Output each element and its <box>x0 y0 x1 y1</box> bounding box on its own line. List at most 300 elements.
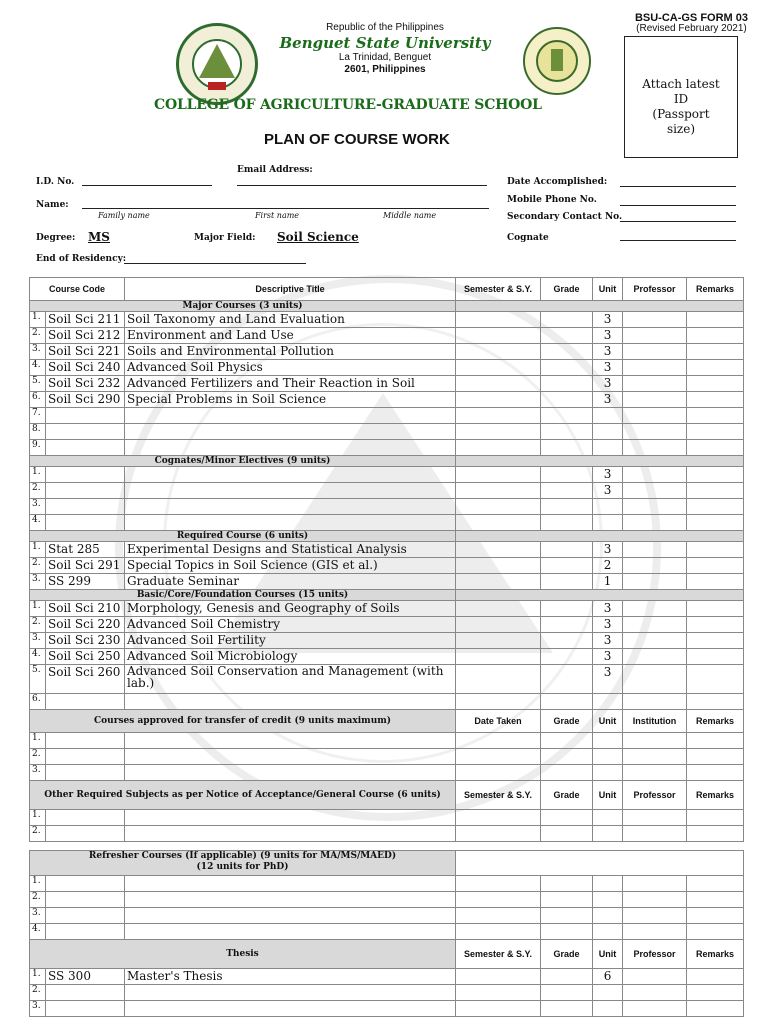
secondary-label: Secondary Contact No. <box>507 212 623 222</box>
descriptive-title-cell[interactable] <box>125 765 456 781</box>
course-code-cell[interactable] <box>46 483 125 499</box>
semester-cell[interactable] <box>456 574 541 590</box>
unit-cell[interactable]: 3 <box>593 633 623 649</box>
professor-cell[interactable] <box>623 601 687 617</box>
course-code-cell[interactable] <box>46 876 125 892</box>
semester-cell[interactable] <box>456 633 541 649</box>
course-code-cell[interactable] <box>46 467 125 483</box>
unit-cell[interactable]: 3 <box>593 344 623 360</box>
semester-cell[interactable] <box>456 558 541 574</box>
unit-cell[interactable]: 1 <box>593 574 623 590</box>
remarks-cell[interactable] <box>687 649 744 665</box>
remarks-cell[interactable] <box>687 892 744 908</box>
remarks-cell[interactable] <box>687 969 744 985</box>
remarks-cell[interactable] <box>687 483 744 499</box>
table-header-row <box>30 278 744 301</box>
table-row <box>30 499 744 515</box>
semester-cell[interactable] <box>456 312 541 328</box>
descriptive-title-cell[interactable] <box>125 876 456 892</box>
course-code-cell[interactable] <box>46 892 125 908</box>
unit-cell[interactable] <box>593 749 623 765</box>
unit-cell[interactable] <box>593 440 623 456</box>
semester-cell[interactable] <box>456 542 541 558</box>
grade-cell[interactable] <box>541 985 593 1001</box>
semester-cell[interactable] <box>456 826 541 842</box>
degree-label: Degree: <box>36 233 76 243</box>
professor-cell[interactable] <box>623 483 687 499</box>
course-code-cell[interactable] <box>46 765 125 781</box>
professor-cell[interactable] <box>623 924 687 940</box>
grade-cell[interactable] <box>541 344 593 360</box>
remarks-cell[interactable] <box>687 810 744 826</box>
transfer-section-title: Courses approved for transfer of credit (9 units maximum) <box>30 710 456 733</box>
row-number: 1. <box>30 810 46 826</box>
remarks-cell[interactable] <box>687 360 744 376</box>
semester-cell[interactable] <box>456 440 541 456</box>
course-code-cell[interactable]: Soil Sci 220 <box>46 617 125 633</box>
grade-cell[interactable] <box>541 826 593 842</box>
grade-cell[interactable] <box>541 649 593 665</box>
descriptive-title-cell[interactable]: Advanced Soil Microbiology <box>125 649 456 665</box>
unit-cell[interactable] <box>593 424 623 440</box>
descriptive-title-cell[interactable]: Environment and Land Use <box>125 328 456 344</box>
professor-cell[interactable] <box>623 467 687 483</box>
course-code-cell[interactable] <box>46 985 125 1001</box>
remarks-cell[interactable] <box>687 312 744 328</box>
unit-cell[interactable]: 3 <box>593 542 623 558</box>
professor-cell[interactable] <box>623 810 687 826</box>
remarks-cell[interactable] <box>687 876 744 892</box>
cognate-label: Cognate <box>507 233 549 243</box>
table-row <box>30 765 744 781</box>
professor-cell[interactable] <box>623 376 687 392</box>
course-code-cell[interactable]: SS 299 <box>46 574 125 590</box>
table-row <box>30 876 744 892</box>
col-transfer-remarks: Remarks <box>687 710 744 733</box>
course-code-cell[interactable]: Soil Sci 221 <box>46 344 125 360</box>
col-professor: Professor <box>623 278 687 301</box>
unit-cell[interactable] <box>593 694 623 710</box>
professor-cell[interactable] <box>623 424 687 440</box>
descriptive-title-cell[interactable]: Advanced Soil Conservation and Management (with lab.) <box>125 665 456 694</box>
college-title: COLLEGE OF AGRICULTURE-GRADUATE SCHOOL <box>154 97 542 113</box>
unit-cell[interactable] <box>593 892 623 908</box>
descriptive-title-cell[interactable] <box>125 924 456 940</box>
unit-cell[interactable]: 3 <box>593 483 623 499</box>
unit-cell[interactable]: 3 <box>593 376 623 392</box>
unit-cell[interactable] <box>593 499 623 515</box>
semester-cell[interactable] <box>456 908 541 924</box>
grade-cell[interactable] <box>541 810 593 826</box>
descriptive-title-cell[interactable] <box>125 826 456 842</box>
required-section-title: Required Course (6 units) <box>30 531 456 542</box>
semester-cell[interactable] <box>456 665 541 694</box>
professor-cell[interactable] <box>623 344 687 360</box>
row-number: 1. <box>30 312 46 328</box>
descriptive-title-cell[interactable] <box>125 467 456 483</box>
descriptive-title-cell[interactable]: Advanced Fertilizers and Their Reaction in Soil <box>125 376 456 392</box>
remarks-cell[interactable] <box>687 617 744 633</box>
grade-cell[interactable] <box>541 424 593 440</box>
course-code-cell[interactable] <box>46 749 125 765</box>
degree-value[interactable]: MS <box>88 230 110 244</box>
unit-cell[interactable]: 3 <box>593 617 623 633</box>
grade-cell[interactable] <box>541 360 593 376</box>
semester-cell[interactable] <box>456 810 541 826</box>
semester-cell[interactable] <box>456 765 541 781</box>
descriptive-title-cell[interactable]: Soil Taxonomy and Land Evaluation <box>125 312 456 328</box>
email-field[interactable] <box>237 185 487 186</box>
descriptive-title-cell[interactable]: Advanced Soil Fertility <box>125 633 456 649</box>
professor-cell[interactable] <box>623 312 687 328</box>
semester-cell[interactable] <box>456 392 541 408</box>
descriptive-title-cell[interactable] <box>125 892 456 908</box>
course-code-cell[interactable]: Soil Sci 290 <box>46 392 125 408</box>
semester-cell[interactable] <box>456 749 541 765</box>
cognate-field[interactable] <box>620 240 736 241</box>
unit-cell[interactable]: 3 <box>593 360 623 376</box>
descriptive-title-cell[interactable] <box>125 810 456 826</box>
grade-cell[interactable] <box>541 694 593 710</box>
table-row <box>30 826 744 842</box>
grade-cell[interactable] <box>541 765 593 781</box>
professor-cell[interactable] <box>623 360 687 376</box>
unit-cell[interactable] <box>593 810 623 826</box>
descriptive-title-cell[interactable] <box>125 515 456 531</box>
professor-cell[interactable] <box>623 876 687 892</box>
course-code-cell[interactable]: Soil Sci 212 <box>46 328 125 344</box>
descriptive-title-cell[interactable]: Master's Thesis <box>125 969 456 985</box>
row-number: 2. <box>30 328 46 344</box>
name-field[interactable] <box>82 208 489 209</box>
grade-cell[interactable] <box>541 574 593 590</box>
descriptive-title-cell[interactable] <box>125 440 456 456</box>
cognate-section-title: Cognates/Minor Electives (9 units) <box>30 456 456 467</box>
basic-section-title: Basic/Core/Foundation Courses (15 units) <box>30 590 456 601</box>
semester-cell[interactable] <box>456 985 541 1001</box>
table-row <box>30 344 744 360</box>
semester-cell[interactable] <box>456 1001 541 1017</box>
middle-name-caption: Middle name <box>383 211 437 220</box>
descriptive-title-cell[interactable] <box>125 408 456 424</box>
unit-cell[interactable]: 3 <box>593 601 623 617</box>
table-row <box>30 892 744 908</box>
row-number: 1. <box>30 969 46 985</box>
professor-cell[interactable] <box>623 515 687 531</box>
course-code-cell[interactable]: Soil Sci 250 <box>46 649 125 665</box>
professor-cell[interactable] <box>623 694 687 710</box>
remarks-cell[interactable] <box>687 694 744 710</box>
semester-cell[interactable] <box>456 499 541 515</box>
mobile-field[interactable] <box>620 205 736 206</box>
row-number: 3. <box>30 344 46 360</box>
remarks-cell[interactable] <box>687 633 744 649</box>
professor-cell[interactable] <box>623 499 687 515</box>
grade-cell[interactable] <box>541 440 593 456</box>
descriptive-title-cell[interactable]: Advanced Soil Chemistry <box>125 617 456 633</box>
descriptive-title-cell[interactable]: Experimental Designs and Statistical Analysis <box>125 542 456 558</box>
professor-cell[interactable] <box>623 665 687 694</box>
descriptive-title-cell[interactable] <box>125 908 456 924</box>
remarks-cell[interactable] <box>687 344 744 360</box>
table-row <box>30 810 744 826</box>
professor-cell[interactable] <box>623 749 687 765</box>
descriptive-title-cell[interactable] <box>125 694 456 710</box>
grade-cell[interactable] <box>541 1001 593 1017</box>
table-row <box>30 694 744 710</box>
col-unit: Unit <box>593 278 623 301</box>
descriptive-title-cell[interactable]: Soils and Environmental Pollution <box>125 344 456 360</box>
professor-cell[interactable] <box>623 908 687 924</box>
remarks-cell[interactable] <box>687 1001 744 1017</box>
name-label: Name: <box>36 200 69 210</box>
col-thesis-professor: Professor <box>623 940 687 969</box>
semester-cell[interactable] <box>456 408 541 424</box>
row-number: 1. <box>30 733 46 749</box>
unit-cell[interactable] <box>593 765 623 781</box>
professor-cell[interactable] <box>623 733 687 749</box>
descriptive-title-cell[interactable]: Morphology, Genesis and Geography of Soils <box>125 601 456 617</box>
semester-cell[interactable] <box>456 694 541 710</box>
professor-cell[interactable] <box>623 892 687 908</box>
semester-cell[interactable] <box>456 969 541 985</box>
transfer-rows <box>30 733 744 781</box>
col-other-semester: Semester & S.Y. <box>456 781 541 810</box>
remarks-cell[interactable] <box>687 424 744 440</box>
table-row <box>30 542 744 558</box>
course-code-cell[interactable] <box>46 733 125 749</box>
remarks-cell[interactable] <box>687 574 744 590</box>
remarks-cell[interactable] <box>687 749 744 765</box>
descriptive-title-cell[interactable]: Advanced Soil Physics <box>125 360 456 376</box>
professor-cell[interactable] <box>623 408 687 424</box>
remarks-cell[interactable] <box>687 467 744 483</box>
row-number: 2. <box>30 749 46 765</box>
grade-cell[interactable] <box>541 908 593 924</box>
semester-cell[interactable] <box>456 892 541 908</box>
unit-cell[interactable]: 3 <box>593 392 623 408</box>
grade-cell[interactable] <box>541 483 593 499</box>
row-number: 3. <box>30 574 46 590</box>
semester-cell[interactable] <box>456 424 541 440</box>
semester-cell[interactable] <box>456 617 541 633</box>
university-name: Benguet State University <box>279 34 491 52</box>
professor-cell[interactable] <box>623 826 687 842</box>
descriptive-title-cell[interactable] <box>125 483 456 499</box>
course-code-cell[interactable]: Soil Sci 291 <box>46 558 125 574</box>
unit-cell[interactable]: 2 <box>593 558 623 574</box>
semester-cell[interactable] <box>456 360 541 376</box>
semester-cell[interactable] <box>456 467 541 483</box>
semester-cell[interactable] <box>456 344 541 360</box>
remarks-cell[interactable] <box>687 440 744 456</box>
table-row <box>30 985 744 1001</box>
unit-cell[interactable] <box>593 985 623 1001</box>
course-code-cell[interactable] <box>46 408 125 424</box>
grade-cell[interactable] <box>541 617 593 633</box>
remarks-cell[interactable] <box>687 665 744 694</box>
professor-cell[interactable] <box>623 633 687 649</box>
grade-cell[interactable] <box>541 733 593 749</box>
remarks-cell[interactable] <box>687 499 744 515</box>
descriptive-title-cell[interactable]: Special Topics in Soil Science (GIS et al.) <box>125 558 456 574</box>
row-number: 4. <box>30 924 46 940</box>
major-label: Major Field: <box>194 233 256 243</box>
col-remarks: Remarks <box>687 278 744 301</box>
descriptive-title-cell[interactable] <box>125 1001 456 1017</box>
row-number: 8. <box>30 424 46 440</box>
grade-cell[interactable] <box>541 392 593 408</box>
residency-field[interactable] <box>124 263 306 264</box>
semester-cell[interactable] <box>456 924 541 940</box>
remarks-cell[interactable] <box>687 601 744 617</box>
remarks-cell[interactable] <box>687 392 744 408</box>
descriptive-title-cell[interactable] <box>125 733 456 749</box>
row-number: 2. <box>30 985 46 1001</box>
unit-cell[interactable] <box>593 408 623 424</box>
semester-cell[interactable] <box>456 649 541 665</box>
unit-cell[interactable]: 3 <box>593 665 623 694</box>
unit-cell[interactable]: 3 <box>593 467 623 483</box>
course-code-cell[interactable]: Soil Sci 240 <box>46 360 125 376</box>
grade-cell[interactable] <box>541 892 593 908</box>
course-code-cell[interactable] <box>46 1001 125 1017</box>
course-code-cell[interactable] <box>46 924 125 940</box>
semester-cell[interactable] <box>456 733 541 749</box>
semester-cell[interactable] <box>456 515 541 531</box>
semester-cell[interactable] <box>456 483 541 499</box>
major-value[interactable]: Soil Science <box>277 230 359 244</box>
grade-cell[interactable] <box>541 665 593 694</box>
course-code-cell[interactable] <box>46 908 125 924</box>
professor-cell[interactable] <box>623 649 687 665</box>
date-field[interactable] <box>620 186 736 187</box>
unit-cell[interactable] <box>593 924 623 940</box>
semester-cell[interactable] <box>456 328 541 344</box>
remarks-cell[interactable] <box>687 328 744 344</box>
semester-cell[interactable] <box>456 876 541 892</box>
remarks-cell[interactable] <box>687 733 744 749</box>
professor-cell[interactable] <box>623 1001 687 1017</box>
professor-cell[interactable] <box>623 765 687 781</box>
semester-cell[interactable] <box>456 601 541 617</box>
professor-cell[interactable] <box>623 617 687 633</box>
descriptive-title-cell[interactable] <box>125 749 456 765</box>
semester-cell[interactable] <box>456 376 541 392</box>
col-transfer-grade: Grade <box>541 710 593 733</box>
table-row <box>30 440 744 456</box>
course-code-cell[interactable] <box>46 424 125 440</box>
grade-cell[interactable] <box>541 558 593 574</box>
remarks-cell[interactable] <box>687 985 744 1001</box>
grade-cell[interactable] <box>541 328 593 344</box>
grade-cell[interactable] <box>541 969 593 985</box>
descriptive-title-cell[interactable]: Graduate Seminar <box>125 574 456 590</box>
remarks-cell[interactable] <box>687 376 744 392</box>
remarks-cell[interactable] <box>687 908 744 924</box>
descriptive-title-cell[interactable] <box>125 424 456 440</box>
grade-cell[interactable] <box>541 515 593 531</box>
course-code-cell[interactable]: Soil Sci 232 <box>46 376 125 392</box>
grade-cell[interactable] <box>541 467 593 483</box>
unit-cell[interactable]: 3 <box>593 328 623 344</box>
unit-cell[interactable] <box>593 826 623 842</box>
row-number: 2. <box>30 826 46 842</box>
grade-cell[interactable] <box>541 633 593 649</box>
row-number: 2. <box>30 892 46 908</box>
professor-cell[interactable] <box>623 328 687 344</box>
residency-label: End of Residency: <box>36 254 127 264</box>
course-code-cell[interactable]: SS 300 <box>46 969 125 985</box>
remarks-cell[interactable] <box>687 765 744 781</box>
descriptive-title-cell[interactable]: Special Problems in Soil Science <box>125 392 456 408</box>
unit-cell[interactable]: 6 <box>593 969 623 985</box>
professor-cell[interactable] <box>623 542 687 558</box>
remarks-cell[interactable] <box>687 558 744 574</box>
table-row <box>30 467 744 483</box>
professor-cell[interactable] <box>623 574 687 590</box>
course-code-cell[interactable] <box>46 499 125 515</box>
professor-cell[interactable] <box>623 969 687 985</box>
grade-cell[interactable] <box>541 924 593 940</box>
course-code-cell[interactable] <box>46 694 125 710</box>
remarks-cell[interactable] <box>687 515 744 531</box>
id-field[interactable] <box>82 185 212 186</box>
professor-cell[interactable] <box>623 392 687 408</box>
unit-cell[interactable] <box>593 515 623 531</box>
descriptive-title-cell[interactable] <box>125 499 456 515</box>
professor-cell[interactable] <box>623 985 687 1001</box>
grade-cell[interactable] <box>541 312 593 328</box>
grade-cell[interactable] <box>541 408 593 424</box>
grade-cell[interactable] <box>541 542 593 558</box>
professor-cell[interactable] <box>623 440 687 456</box>
unit-cell[interactable]: 3 <box>593 649 623 665</box>
professor-cell[interactable] <box>623 558 687 574</box>
descriptive-title-cell[interactable] <box>125 985 456 1001</box>
email-label: Email Address: <box>237 165 313 175</box>
course-code-cell[interactable] <box>46 810 125 826</box>
grade-cell[interactable] <box>541 601 593 617</box>
first-name-caption: First name <box>255 211 300 220</box>
grade-cell[interactable] <box>541 376 593 392</box>
unit-cell[interactable] <box>593 908 623 924</box>
course-code-cell[interactable]: Soil Sci 260 <box>46 665 125 694</box>
remarks-cell[interactable] <box>687 542 744 558</box>
unit-cell[interactable] <box>593 876 623 892</box>
course-code-cell[interactable]: Soil Sci 230 <box>46 633 125 649</box>
remarks-cell[interactable] <box>687 924 744 940</box>
unit-cell[interactable]: 3 <box>593 312 623 328</box>
remarks-cell[interactable] <box>687 408 744 424</box>
course-code-cell[interactable] <box>46 826 125 842</box>
form-code: BSU-CA-GS FORM 03 (Revised February 2021) <box>634 12 748 34</box>
course-code-cell[interactable]: Soil Sci 211 <box>46 312 125 328</box>
grade-cell[interactable] <box>541 749 593 765</box>
grade-cell[interactable] <box>541 499 593 515</box>
other-rows <box>30 810 744 842</box>
course-code-cell[interactable] <box>46 515 125 531</box>
course-code-cell[interactable]: Soil Sci 210 <box>46 601 125 617</box>
course-code-cell[interactable]: Stat 285 <box>46 542 125 558</box>
remarks-cell[interactable] <box>687 826 744 842</box>
unit-cell[interactable] <box>593 1001 623 1017</box>
unit-cell[interactable] <box>593 733 623 749</box>
course-code-cell[interactable] <box>46 440 125 456</box>
secondary-field[interactable] <box>620 221 736 222</box>
grade-cell[interactable] <box>541 876 593 892</box>
row-number: 9. <box>30 440 46 456</box>
